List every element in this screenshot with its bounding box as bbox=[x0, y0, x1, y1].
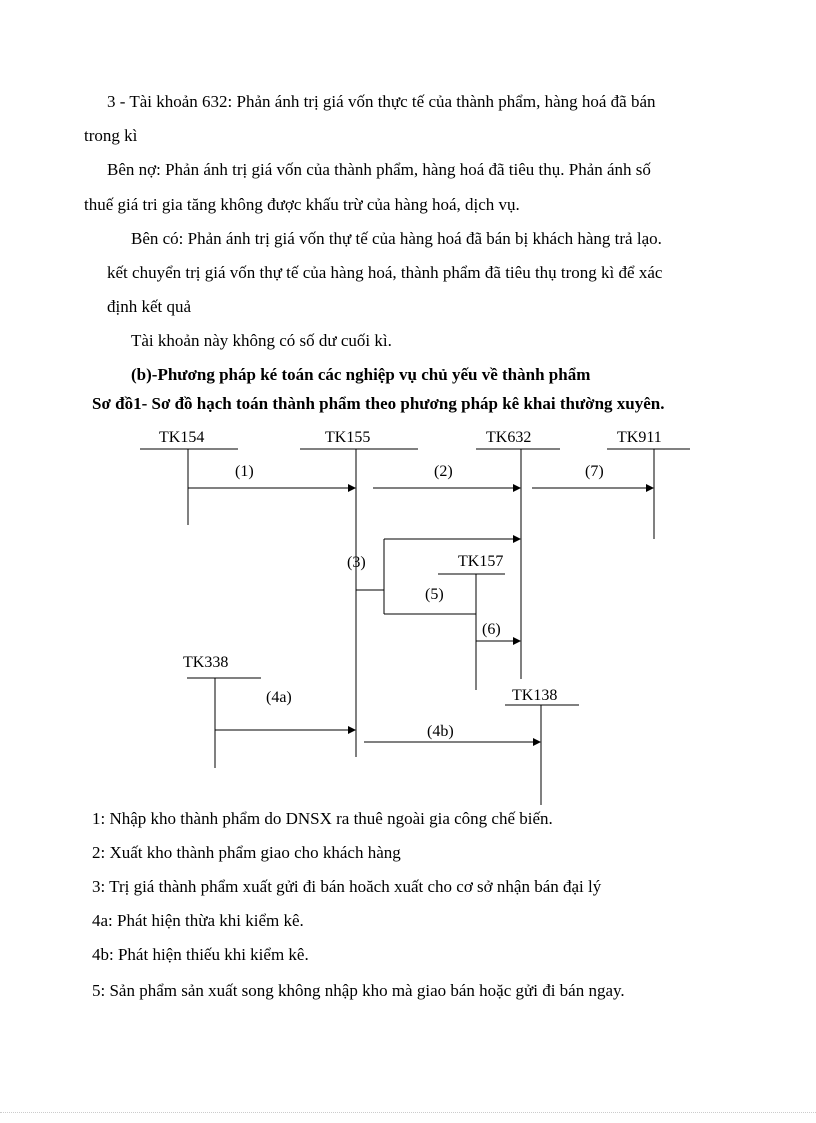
paragraph-no-balance: Tài khoản này không có số dư cuối kì. bbox=[131, 331, 392, 350]
flow-6-arrow-head bbox=[513, 637, 521, 645]
legend-item-4a: 4a: Phát hiện thừa khi kiểm kê. bbox=[92, 911, 304, 930]
section-heading: (b)-Phương pháp ké toán các nghiệp vụ chủ yếu về thành phẩm bbox=[131, 365, 591, 384]
flow-1-arrow-head bbox=[348, 484, 356, 492]
legend-item-4b: 4b: Phát hiện thiếu khi kiểm kê. bbox=[92, 945, 309, 964]
paragraph-credit-line-3: định kết quả bbox=[107, 297, 192, 316]
tk632-label: TK632 bbox=[486, 429, 532, 446]
legend-item-3: 3: Trị giá thành phẩm xuất gửi đi bán hoăch xuất cho cơ sở nhận bán đại lý bbox=[92, 877, 602, 896]
paragraph-account-632-line-2: trong kì bbox=[84, 126, 138, 145]
flow-1-label: (1) bbox=[235, 463, 254, 480]
page-bottom-border bbox=[0, 1112, 816, 1113]
flow-2-arrow-head bbox=[513, 484, 521, 492]
legend-item-1: 1: Nhập kho thành phẩm do DNSX ra thuê ngoài gia công chế biến. bbox=[92, 809, 553, 828]
flow-7-arrow-head bbox=[646, 484, 654, 492]
tk154-label: TK154 bbox=[159, 429, 205, 446]
flow-3-label: (3) bbox=[347, 554, 366, 571]
paragraph-credit-line-1: Bên có: Phản ánh trị giá vốn thự tế của hàng hoá đã bán bị khách hàng trả lạo. bbox=[131, 229, 662, 248]
flow-7-label: (7) bbox=[585, 463, 604, 480]
accounting-flow-diagram bbox=[0, 420, 816, 815]
tk338-label: TK338 bbox=[183, 654, 229, 671]
flow-4b-label: (4b) bbox=[427, 723, 454, 740]
flow-3-arrow-head bbox=[513, 535, 521, 543]
flow-4b-arrow-head bbox=[533, 738, 541, 746]
paragraph-debit-line-2: thuế giá tri gia tăng không được khấu trừ của hàng hoá, dịch vụ. bbox=[84, 195, 520, 214]
legend-item-2: 2: Xuất kho thành phẩm giao cho khách hàng bbox=[92, 843, 401, 862]
flow-4a-arrow-head bbox=[348, 726, 356, 734]
diagram-title: Sơ đồ1- Sơ đồ hạch toán thành phẩm theo phương pháp kê khai thường xuyên. bbox=[92, 394, 665, 413]
tk157-label: TK157 bbox=[458, 553, 504, 570]
tk155-label: TK155 bbox=[325, 429, 371, 446]
legend-item-5: 5: Sản phẩm sản xuất song không nhập kho mà giao bán hoặc gửi đi bán ngay. bbox=[92, 981, 625, 1000]
flow-6-label: (6) bbox=[482, 621, 501, 638]
paragraph-account-632-line-1: 3 - Tài khoản 632: Phản ánh trị giá vốn thực tế của thành phẩm, hàng hoá đã bán bbox=[107, 92, 656, 111]
flow-4a-label: (4a) bbox=[266, 689, 292, 706]
flow-2-label: (2) bbox=[434, 463, 453, 480]
tk911-label: TK911 bbox=[617, 429, 662, 446]
paragraph-debit-line-1: Bên nợ: Phản ánh trị giá vốn của thành phẩm, hàng hoá đã tiêu thụ. Phản ánh số bbox=[107, 160, 651, 179]
tk138-label: TK138 bbox=[512, 687, 558, 704]
paragraph-credit-line-2: kết chuyển trị giá vốn thự tế của hàng hoá, thành phẩm đã tiêu thụ trong kì để xác bbox=[107, 263, 663, 282]
flow-5-label: (5) bbox=[425, 586, 444, 603]
